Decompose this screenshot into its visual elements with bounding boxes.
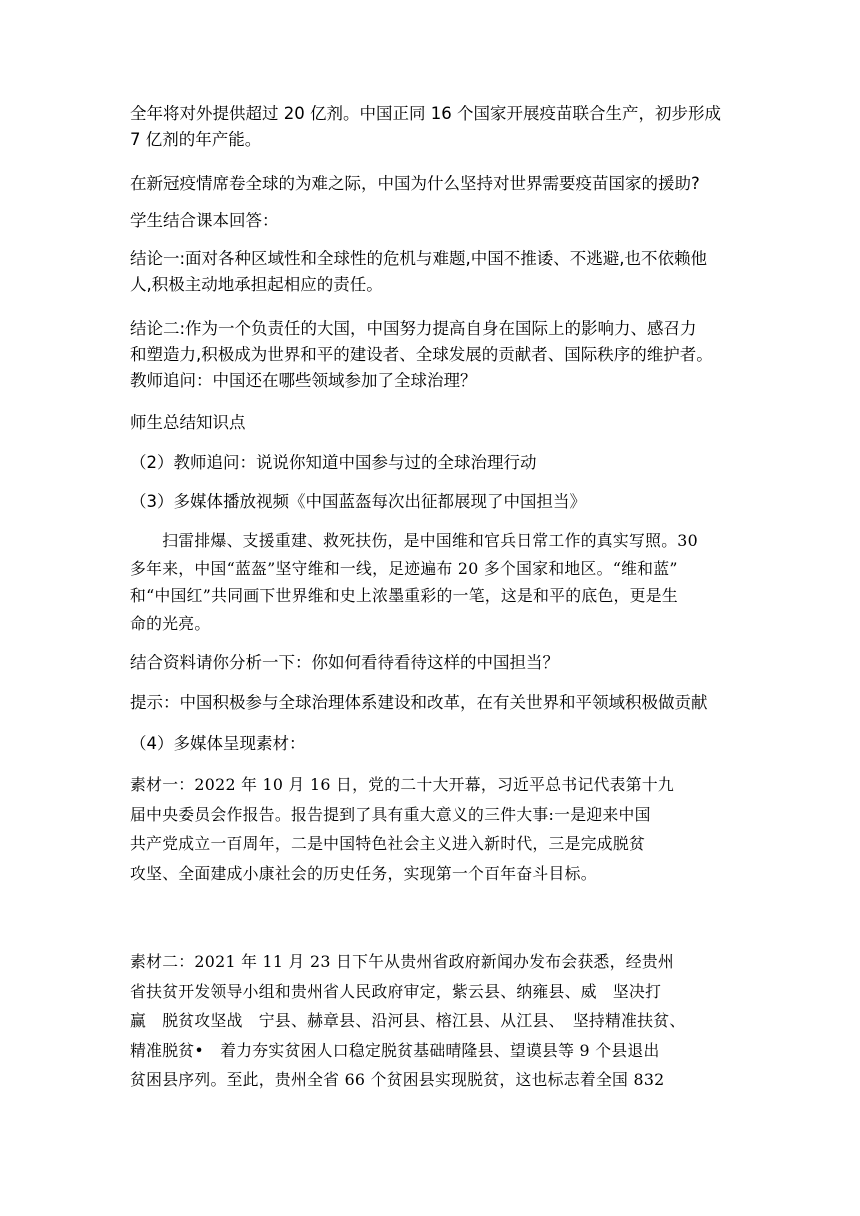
text-line: 学生结合课本回答： <box>130 211 279 230</box>
item-two-paragraph <box>130 450 735 476</box>
item-four-paragraph <box>130 731 735 757</box>
text-line: 结合资料请你分析一下：你如何看待看待这样的中国担当？ <box>130 653 559 672</box>
text-line: 多年来，中国“蓝盔”坚守维和一线，足迹遍布 20 多个国家和地区。“维和蓝” <box>130 558 678 578</box>
text-line: 精准脱贫• 着力夯实贫困人口稳定脱贫基础晴隆县、望谟县等 9 个县退出 <box>130 1040 660 1060</box>
material-two-paragraph <box>130 947 735 1095</box>
text-line: 赢 脱贫攻坚战 宁县、赫章县、沿河县、榕江县、从江县、 坚持精准扶贫、 <box>130 1011 686 1030</box>
item-three-paragraph <box>130 489 735 515</box>
summary-heading <box>130 410 735 436</box>
text-line: 和塑造力,积极成为世界和平的建设者、全球发展的贡献者、国际秩序的维护者。 <box>130 345 713 364</box>
text-line: 在新冠疫情席卷全球的为难之际，中国为什么坚持对世界需要疫苗国家的援助? <box>130 174 700 193</box>
text-line: 全年将对外提供超过 20 亿剂。中国正同 16 个国家开展疫苗联合生产，初步形成 <box>130 104 721 123</box>
text-line: 攻坚、全面建成小康社会的历史任务，实现第一个百年奋斗目标。 <box>130 863 597 883</box>
text-line: 素材二：2021 年 11 月 23 日下午从贵州省政府新闻办发布会获悉，经贵州 <box>130 952 675 971</box>
text-line: 和“中国红”共同画下世界维和史上浓墨重彩的一笔，这是和平的底色，更是生 <box>130 586 678 605</box>
text-line: （4）多媒体呈现素材： <box>130 734 306 753</box>
text-line: 人,积极主动地承担起相应的责任。 <box>130 275 383 294</box>
text-line: 师生总结知识点 <box>130 413 246 432</box>
text-line: 扫雷排爆、支援重建、救死扶伤，是中国维和官兵日常工作的真实写照。30 <box>130 531 698 550</box>
text-line: 结论二:作为一个负责任的大国，中国努力提高自身在国际上的影响力、感召力 <box>130 319 697 338</box>
text-line: 省扶贫开发领导小组和贵州省人民政府审定，紫云县、纳雍县、威 坚决打 <box>130 981 662 1001</box>
text-line: 7 亿剂的年产能。 <box>130 130 262 149</box>
text-line: 共产党成立一百周年，二是中国特色社会主义进入新时代，三是完成脱贫 <box>130 834 646 853</box>
text-line: （2）教师追问：说说你知道中国参与过的全球治理行动 <box>130 453 537 472</box>
text-line: 届中央委员会作报告。报告提到了具有重大意义的三件大事:一是迎来中国 <box>130 804 651 824</box>
conclusion-two-paragraph <box>130 316 735 394</box>
text-line: 教师追问：中国还在哪些领域参加了全球治理？ <box>130 371 477 390</box>
text-line: 贫困县序列。至此，贵州全省 66 个贫困县实现脱贫，这也标志着全国 832 <box>130 1070 665 1089</box>
text-line: 命的光亮。 <box>130 613 211 633</box>
hint-paragraph <box>130 690 735 716</box>
text-line: （3）多媒体播放视频《中国蓝盔每次出征都展现了中国担当》 <box>130 492 586 511</box>
question-paragraph <box>130 171 735 197</box>
intro-paragraph <box>130 101 735 153</box>
conclusion-one-paragraph <box>130 246 735 298</box>
text-line: 提示：中国积极参与全球治理体系建设和改革，在有关世界和平领域积极做贡献 <box>130 693 708 712</box>
material-one-paragraph <box>130 770 735 888</box>
text-line: 素材一：2022 年 10 月 16 日，党的二十大开幕，习近平总书记代表第十九 <box>130 775 675 794</box>
text-line: 结论一:面对各种区域性和全球性的危机与难题,中国不推诿、不逃避,也不依赖他 <box>130 249 708 268</box>
video-quote-paragraph <box>130 527 735 637</box>
student-answer-paragraph <box>130 208 735 234</box>
analysis-paragraph <box>130 650 735 676</box>
